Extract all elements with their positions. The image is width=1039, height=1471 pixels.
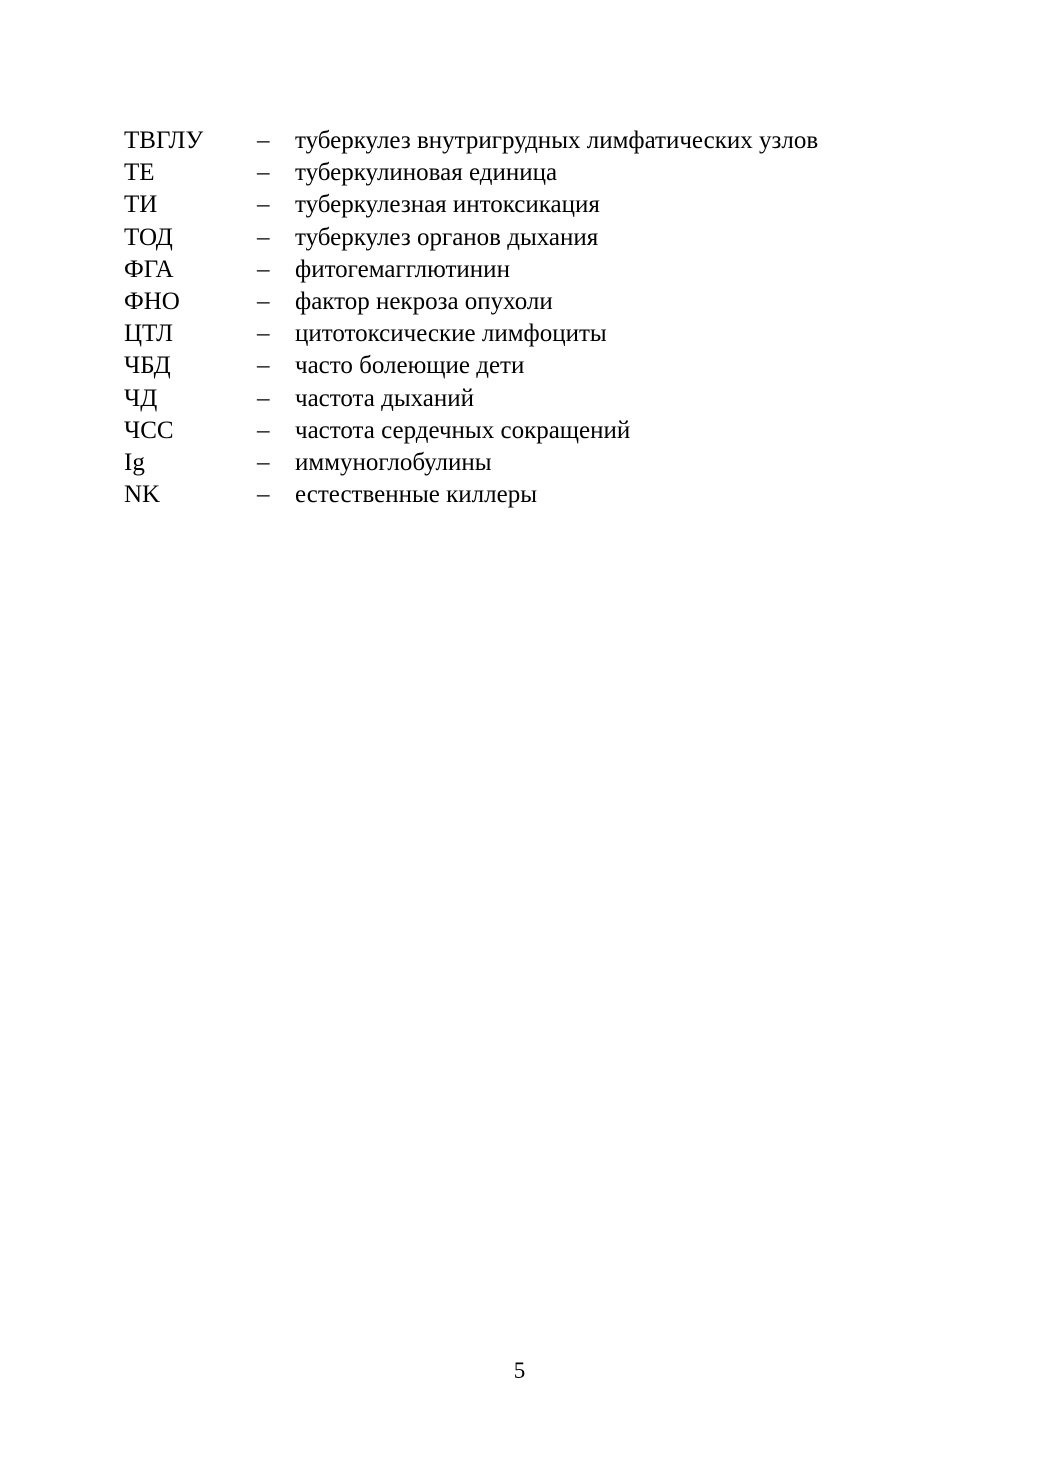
- abbreviation-row: [124, 157, 924, 189]
- dash-separator: –: [257, 448, 270, 476]
- abbreviation-row: [124, 189, 924, 221]
- abbreviation: ТВГЛУ: [124, 127, 204, 154]
- dash-separator: –: [257, 287, 270, 315]
- abbreviation-list: [124, 125, 924, 511]
- abbreviation: NK: [124, 481, 161, 509]
- dash-separator: –: [257, 384, 270, 412]
- abbreviation-meaning: частота сердечных сокращений: [295, 416, 631, 444]
- abbreviation-meaning: фактор некроза опухоли: [295, 287, 553, 315]
- abbreviation-row: [124, 318, 924, 350]
- abbreviation-row: [124, 415, 924, 447]
- abbreviation-meaning: фитогемагглютинин: [295, 255, 510, 283]
- dash-separator: –: [257, 191, 270, 219]
- abbreviation-row: [124, 254, 924, 286]
- abbreviation-meaning: частота дыханий: [295, 384, 475, 412]
- abbreviation-row: [124, 383, 924, 415]
- abbreviation-row: [124, 286, 924, 318]
- abbreviation-meaning: цитотоксические лимфоциты: [295, 320, 607, 348]
- dash-separator: –: [257, 416, 270, 444]
- page-number: 5: [513, 1358, 526, 1383]
- abbreviation: ЦТЛ: [124, 320, 174, 348]
- dash-separator: –: [257, 159, 270, 187]
- dash-separator: –: [257, 320, 270, 348]
- abbreviation-meaning: туберкулез органов дыхания: [295, 223, 599, 251]
- abbreviation: ТОД: [124, 223, 173, 251]
- abbreviation-row: [124, 350, 924, 382]
- abbreviation-meaning: часто болеющие дети: [295, 352, 525, 380]
- abbreviation-row: [124, 222, 924, 254]
- abbreviation: Ig: [124, 448, 145, 476]
- dash-separator: –: [257, 481, 270, 509]
- abbreviation-row: [124, 125, 924, 157]
- abbreviation: ТИ: [124, 191, 158, 219]
- dash-separator: –: [257, 352, 270, 380]
- dash-separator: –: [257, 255, 270, 283]
- abbreviation-meaning: иммуноглобулины: [295, 448, 492, 476]
- abbreviation: ТЕ: [124, 159, 155, 187]
- abbreviation-row: [124, 447, 924, 479]
- abbreviation: ЧСС: [124, 416, 174, 444]
- abbreviation: ФГА: [124, 255, 174, 283]
- abbreviation-row: [124, 479, 924, 511]
- abbreviation-meaning: естественные киллеры: [295, 481, 538, 509]
- abbreviation-meaning: туберкулез внутригрудных лимфатических узлов: [295, 127, 819, 154]
- abbreviation-meaning: туберкулиновая единица: [295, 159, 558, 187]
- abbreviation-meaning: туберкулезная интоксикация: [295, 191, 600, 219]
- dash-separator: –: [257, 223, 270, 251]
- dash-separator: –: [257, 127, 270, 154]
- abbreviation: ЧБД: [124, 352, 171, 380]
- abbreviation: ФНО: [124, 287, 180, 315]
- abbreviation: ЧД: [124, 384, 158, 412]
